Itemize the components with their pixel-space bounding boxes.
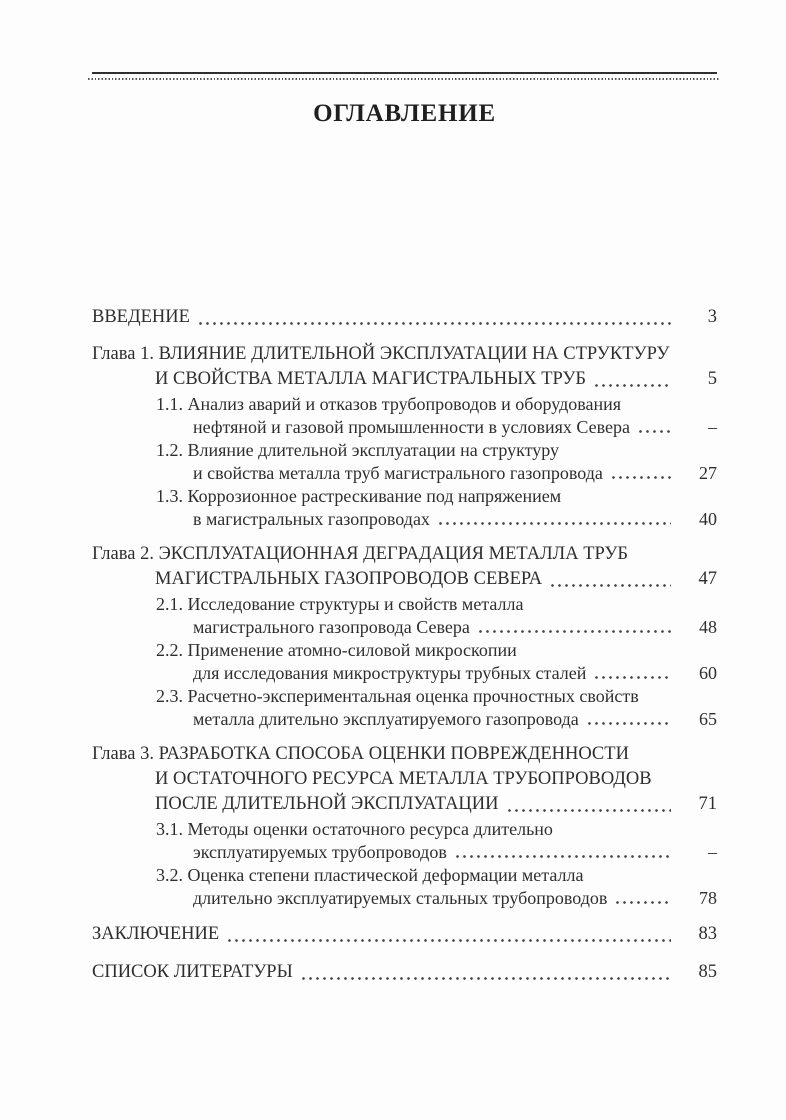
page-number: 48 — [699, 616, 717, 637]
dotted-leader — [197, 305, 671, 330]
toc-entry-line — [92, 792, 671, 817]
toc-entry-text — [156, 639, 671, 684]
dotted-leader — [586, 708, 671, 731]
toc-entry-line: 1.1. Анализ аварий и отказов трубопроводов и оборудования — [156, 394, 622, 414]
toc-entry-line — [156, 462, 671, 485]
toc-entry-spisok-literatury — [92, 960, 717, 985]
page-title: ОГЛАВЛЕНИЕ — [313, 100, 496, 127]
toc-entry-line: Глава 3. РАЗРАБОТКА СПОСОБА ОЦЕНКИ ПОВРЕЖДЕННОСТИ — [92, 744, 629, 764]
dotted-leader — [614, 887, 671, 910]
toc-entry-text — [156, 864, 671, 909]
toc-entry-glava-3 — [92, 742, 717, 817]
toc-entry-line: Глава 2. ЭКСПЛУАТАЦИОННАЯ ДЕГРАДАЦИЯ МЕТАЛЛА ТРУБ — [92, 544, 629, 564]
toc-entry-line-text: металла длительно эксплуатируемого газопровода — [193, 708, 579, 729]
toc-entry-text — [92, 342, 671, 392]
toc-entry-razdel-3-1 — [92, 818, 717, 863]
page-number: 5 — [707, 369, 717, 389]
page-number: 27 — [699, 462, 717, 483]
page-number: 40 — [699, 508, 717, 529]
page-number: 85 — [698, 962, 717, 982]
toc-entry-text — [156, 485, 671, 530]
dotted-leader — [506, 792, 671, 817]
toc-entry-text — [156, 818, 671, 863]
dotted-leader — [226, 922, 671, 947]
toc-entry-line — [156, 662, 671, 685]
toc-entry-line — [92, 960, 671, 985]
dotted-leader — [593, 367, 671, 392]
dotted-leader — [610, 462, 671, 485]
toc-entry-razdel-2-3 — [92, 685, 717, 730]
dotted-leader — [300, 960, 671, 985]
dotted-leader — [437, 508, 671, 531]
dotted-leader — [593, 662, 671, 685]
toc-entry-line — [92, 367, 671, 392]
toc-entry-line — [92, 922, 671, 947]
toc-entry-line-text: и свойства металла труб магистрального газопровода — [193, 462, 603, 483]
toc-entry-text — [92, 922, 671, 947]
page-number: 47 — [698, 569, 717, 589]
toc-entry-line — [156, 708, 671, 731]
toc-entry-line-text: в магистральных газопроводах — [193, 508, 430, 529]
toc-entry-line-text: СПИСОК ЛИТЕРАТУРЫ — [92, 962, 293, 982]
toc-entry-line-text: длительно эксплуатируемых стальных трубопроводов — [193, 887, 608, 908]
toc-list — [92, 305, 717, 985]
toc-entry-line — [92, 305, 671, 330]
toc-entry-line — [156, 416, 671, 439]
toc-entry-line-text: ВВЕДЕНИЕ — [92, 307, 190, 327]
toc-entry-line-text: магистрального газопровода Севера — [193, 616, 470, 637]
toc-entry-text — [156, 685, 671, 730]
toc-entry-line: Глава 1. ВЛИЯНИЕ ДЛИТЕЛЬНОЙ ЭКСПЛУАТАЦИИ НА СТРУКТУРУ — [92, 344, 670, 364]
page-number: – — [708, 416, 717, 437]
page-number: – — [708, 841, 717, 862]
toc-entry-line-text: эксплуатируемых трубопроводов — [193, 841, 447, 862]
toc-entry-razdel-1-3 — [92, 485, 717, 530]
toc-entry-razdel-3-2 — [92, 864, 717, 909]
toc-entry-line: И ОСТАТОЧНОГО РЕСУРСА МЕТАЛЛА ТРУБОПРОВОДОВ — [155, 769, 652, 789]
toc-entry-text — [156, 393, 671, 438]
toc-entry-line — [156, 841, 671, 864]
toc-entry-text — [92, 960, 671, 985]
toc-entry-line: 3.2. Оценка степени пластической деформации металла — [156, 865, 584, 885]
page-number: 83 — [698, 924, 717, 944]
toc-entry-line-text: нефтяной и газовой промышленности в условиях Севера — [193, 416, 630, 437]
toc-entry-line-text: для исследования микроструктуры трубных сталей — [193, 662, 587, 683]
toc-entry-line — [156, 887, 671, 910]
toc-entry-line: 1.2. Влияние длительной эксплуатации на структуру — [156, 440, 559, 460]
page-number: 78 — [699, 887, 717, 908]
toc-entry-line: 2.3. Расчетно-экспериментальная оценка прочностных свойств — [156, 686, 639, 706]
toc-entry-line-text: МАГИСТРАЛЬНЫХ ГАЗОПРОВОДОВ СЕВЕРА — [155, 569, 543, 589]
toc-entry-razdel-2-1 — [92, 593, 717, 638]
dotted-leader — [477, 616, 671, 639]
dotted-leader — [454, 841, 671, 864]
page-number: 65 — [699, 708, 717, 729]
toc-entry-line: 1.3. Коррозионное растрескивание под напряжением — [156, 486, 562, 506]
page-number: 71 — [698, 794, 717, 814]
toc-entry-razdel-2-2 — [92, 639, 717, 684]
toc-entry-razdel-1-1 — [92, 393, 717, 438]
toc-entry-glava-1 — [92, 342, 717, 392]
toc-entry-line: 3.1. Методы оценки остаточного ресурса длительно — [156, 819, 553, 839]
toc-entry-line — [92, 567, 671, 592]
toc-entry-vvedenie — [92, 305, 717, 330]
toc-entry-line-text: ПОСЛЕ ДЛИТЕЛЬНОЙ ЭКСПЛУАТАЦИИ — [155, 794, 499, 814]
toc-entry-line: 2.1. Исследование структуры и свойств металла — [156, 594, 524, 614]
toc-entry-glava-2 — [92, 542, 717, 592]
toc-entry-razdel-1-2 — [92, 439, 717, 484]
page-number: 3 — [707, 307, 717, 327]
page-number: 60 — [699, 662, 717, 683]
toc-entry-line — [156, 616, 671, 639]
toc-entry-zaklyuchenie — [92, 922, 717, 947]
toc-entry-text — [92, 542, 671, 592]
toc-entry-text — [92, 742, 671, 817]
toc-entry-text — [92, 305, 671, 330]
toc-entry-text — [156, 439, 671, 484]
header-rule-dotted — [88, 78, 720, 80]
dotted-leader — [549, 567, 671, 592]
toc-entry-line: 2.2. Применение атомно-силовой микроскопии — [156, 640, 517, 660]
toc-entry-line-text: И СВОЙСТВА МЕТАЛЛА МАГИСТРАЛЬНЫХ ТРУБ — [155, 369, 587, 389]
toc-entry-line-text: ЗАКЛЮЧЕНИЕ — [92, 924, 220, 944]
toc-entry-text — [156, 593, 671, 638]
header-rule-solid — [92, 72, 717, 74]
toc-entry-line — [156, 508, 671, 531]
dotted-leader — [637, 416, 671, 439]
